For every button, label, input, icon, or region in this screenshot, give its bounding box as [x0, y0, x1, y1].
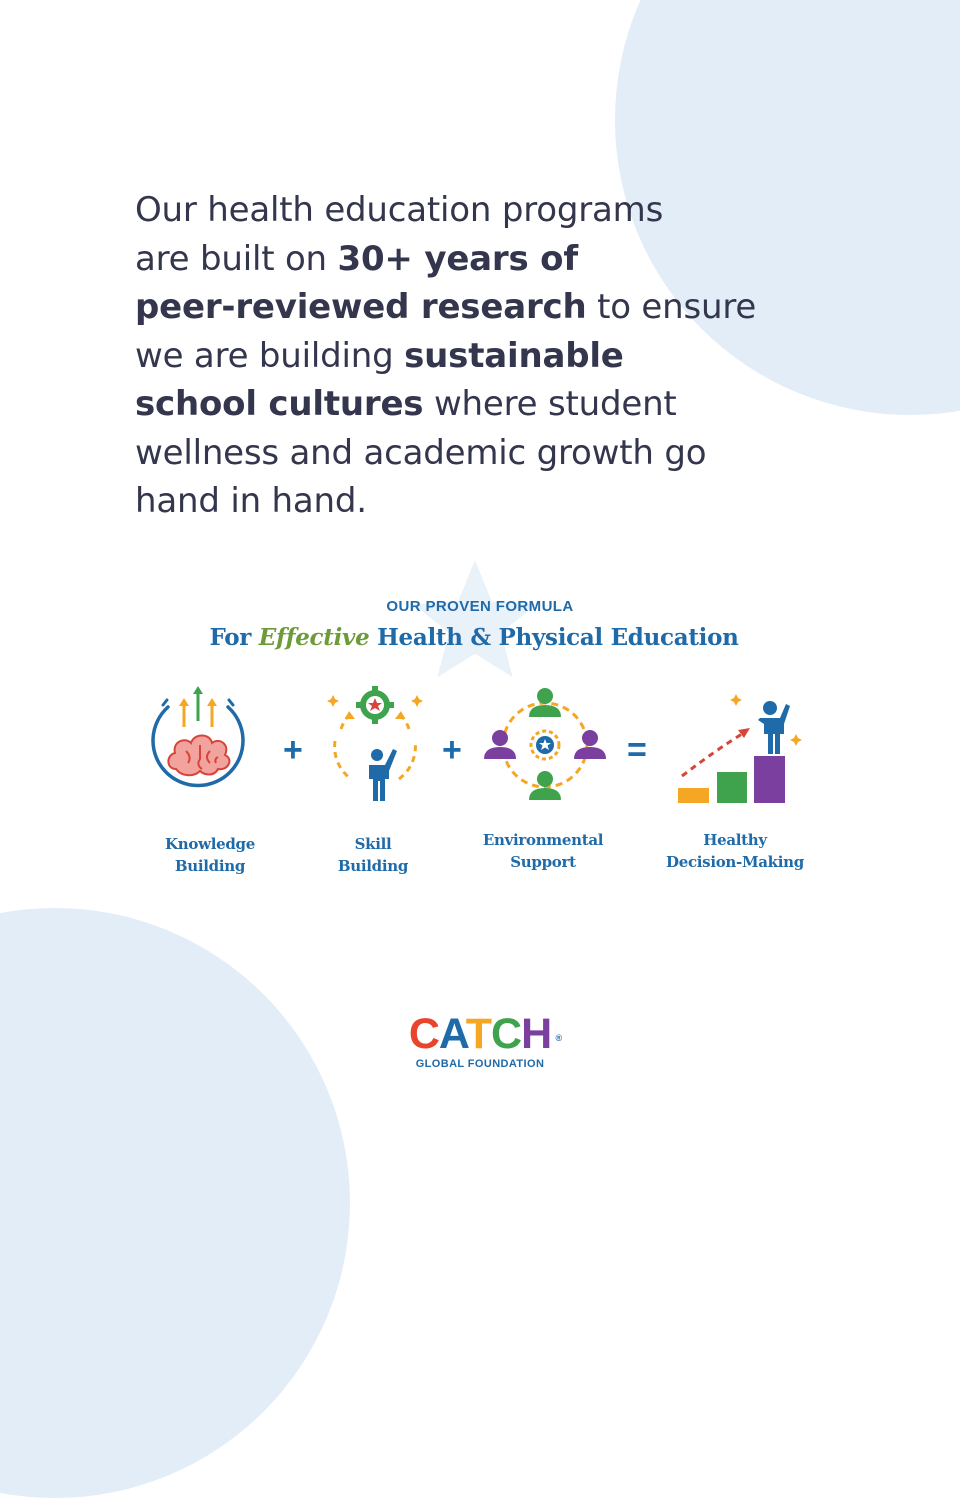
community-icon	[483, 683, 608, 808]
headline-text: where student	[423, 384, 677, 424]
star-watermark-icon	[410, 555, 540, 685]
step-label-line: Building	[337, 857, 409, 875]
step-label-skill	[308, 833, 438, 877]
plus-sign: +	[442, 731, 462, 769]
step-label-line: Building	[174, 857, 246, 875]
headline-text: to ensure	[586, 287, 757, 327]
step-label-line: Healthy	[703, 831, 767, 849]
step-label-line: Skill	[354, 835, 392, 853]
step-label-line: Decision-Making	[666, 853, 804, 871]
formula-title-text: For	[209, 624, 259, 651]
decorative-circle-bottom-left	[0, 908, 350, 1498]
formula-title-emphasis: Effective	[258, 624, 370, 651]
formula-eyebrow: OUR PROVEN FORMULA	[386, 598, 574, 615]
plus-sign: +	[283, 731, 303, 769]
logo-letter: T	[465, 1010, 492, 1058]
headline-text: hand in hand.	[135, 481, 367, 521]
headline-emphasis: school cultures	[135, 384, 424, 424]
brain-icon	[148, 683, 248, 798]
formula-title	[0, 624, 948, 651]
headline-emphasis: 30+ years of	[337, 238, 578, 279]
step-label-line: Knowledge	[165, 835, 255, 853]
logo-letter: C	[491, 1010, 522, 1058]
headline-text: wellness and academic growth go	[135, 432, 707, 473]
headline-emphasis: peer-reviewed research	[135, 287, 587, 327]
headline-text: we are building	[135, 335, 405, 376]
logo-letter: A	[438, 1010, 466, 1058]
gear-person-icon	[325, 683, 425, 803]
headline-text: Our health education programs	[135, 190, 664, 230]
logo-letter: C	[408, 1010, 439, 1058]
logo-wordmark	[408, 1010, 562, 1058]
headline-text: are built on	[135, 238, 338, 279]
headline-paragraph	[135, 186, 855, 526]
step-label-line: Environmental	[482, 831, 604, 849]
step-label-knowledge	[140, 833, 280, 877]
registered-mark: ®	[555, 1033, 562, 1043]
step-label-line: Support	[510, 853, 576, 871]
step-label-environmental	[468, 829, 618, 873]
step-label-healthy	[650, 829, 820, 873]
formula-title-text: Health & Physical Education	[369, 624, 739, 651]
headline-emphasis: sustainable	[404, 335, 624, 376]
catch-logo	[380, 1012, 580, 1070]
logo-subtitle: GLOBAL FOUNDATION	[415, 1058, 545, 1070]
growth-chart-icon	[672, 690, 812, 808]
logo-letter: H	[521, 1010, 552, 1058]
equals-sign: =	[627, 731, 647, 769]
